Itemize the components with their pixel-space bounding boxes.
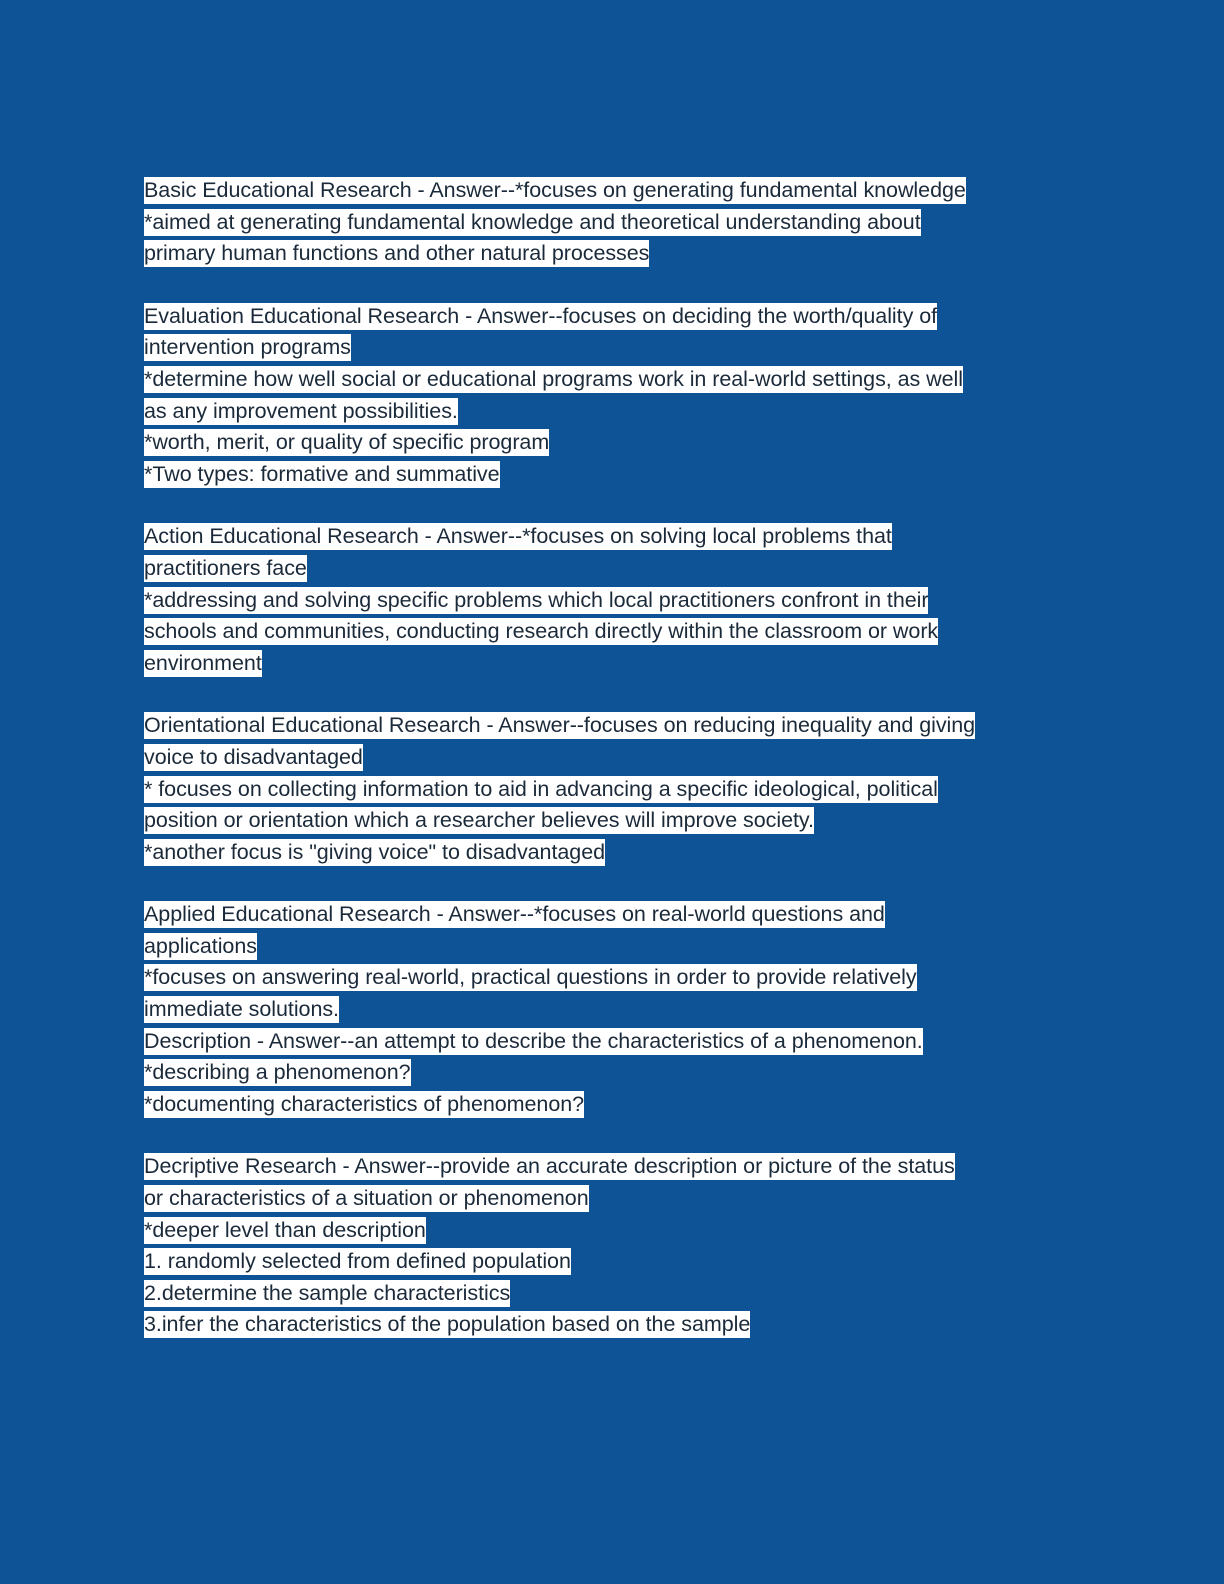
highlighted-text: *documenting characteristics of phenomenon? — [144, 1091, 585, 1116]
highlighted-text: 2.determine the sample characteristics — [144, 1280, 511, 1305]
highlighted-text: Evaluation Educational Research - Answer--focuses on deciding the worth/quality of — [144, 303, 938, 328]
entry-applied-educational-research — [144, 899, 1084, 1120]
entry-line — [144, 553, 1084, 585]
entry-orientational-educational-research — [144, 710, 1084, 868]
highlighted-text: immediate solutions. — [144, 997, 339, 1022]
entry-line — [144, 1246, 1084, 1278]
highlighted-text: Action Educational Research - Answer--*focuses on solving local problems that — [144, 524, 892, 549]
entry-line — [144, 1089, 1084, 1121]
highlighted-text: Description - Answer--an attempt to describe the characteristics of a phenomenon. — [144, 1028, 923, 1053]
highlighted-text: *deeper level than description — [144, 1217, 426, 1242]
entry-line — [144, 962, 1084, 994]
entry-line — [144, 648, 1084, 680]
highlighted-text: 1. randomly selected from defined population — [144, 1249, 571, 1274]
highlighted-text: *worth, merit, or quality of specific program — [144, 430, 550, 455]
highlighted-text: * focuses on collecting information to aid in advancing a specific ideological, political — [144, 776, 938, 801]
highlighted-text: 3.infer the characteristics of the population based on the sample — [144, 1312, 751, 1337]
highlighted-text: intervention programs — [144, 335, 351, 360]
highlighted-text: *another focus is "giving voice" to disadvantaged — [144, 839, 606, 864]
entry-line — [144, 1026, 1084, 1058]
entry-line — [144, 332, 1084, 364]
entry-line — [144, 994, 1084, 1026]
entry-line — [144, 774, 1084, 806]
entry-action-educational-research — [144, 521, 1084, 679]
entry-evaluation-educational-research — [144, 301, 1084, 491]
flashcard-text-body — [144, 175, 1084, 1372]
entry-line — [144, 585, 1084, 617]
highlighted-text: schools and communities, conducting research directly within the classroom or work — [144, 619, 939, 644]
entry-line — [144, 175, 1084, 207]
entry-line — [144, 742, 1084, 774]
entry-line — [144, 805, 1084, 837]
entry-line — [144, 1183, 1084, 1215]
entry-basic-educational-research — [144, 175, 1084, 270]
entry-line — [144, 837, 1084, 869]
entry-line — [144, 710, 1084, 742]
entry-line — [144, 364, 1084, 396]
highlighted-text: *aimed at generating fundamental knowledge and theoretical understanding about — [144, 209, 921, 234]
entry-line — [144, 396, 1084, 428]
highlighted-text: *determine how well social or educational programs work in real-world settings, as well — [144, 366, 963, 391]
entry-line — [144, 207, 1084, 239]
entry-line — [144, 1057, 1084, 1089]
highlighted-text: environment — [144, 650, 262, 675]
entry-line — [144, 301, 1084, 333]
highlighted-text: practitioners face — [144, 555, 307, 580]
entry-descriptive-research — [144, 1151, 1084, 1341]
entry-line — [144, 899, 1084, 931]
highlighted-text: position or orientation which a researcher believes will improve society. — [144, 808, 814, 833]
entry-line — [144, 238, 1084, 270]
highlighted-text: applications — [144, 933, 257, 958]
highlighted-text: Decriptive Research - Answer--provide an accurate description or picture of the status — [144, 1154, 955, 1179]
entry-line — [144, 427, 1084, 459]
highlighted-text: *Two types: formative and summative — [144, 461, 500, 486]
entry-line — [144, 1278, 1084, 1310]
highlighted-text: as any improvement possibilities. — [144, 398, 458, 423]
highlighted-text: primary human functions and other natural processes — [144, 241, 650, 266]
entry-line — [144, 521, 1084, 553]
highlighted-text: Applied Educational Research - Answer--*focuses on real-world questions and — [144, 902, 885, 927]
entry-line — [144, 459, 1084, 491]
highlighted-text: Basic Educational Research - Answer--*focuses on generating fundamental knowledge — [144, 178, 966, 202]
entry-line — [144, 1309, 1084, 1341]
entry-line — [144, 931, 1084, 963]
highlighted-text: *describing a phenomenon? — [144, 1060, 411, 1085]
highlighted-text: Orientational Educational Research - Answer--focuses on reducing inequality and giving — [144, 713, 976, 738]
entry-line — [144, 616, 1084, 648]
highlighted-text: or characteristics of a situation or phenomenon — [144, 1186, 589, 1211]
entry-line — [144, 1151, 1084, 1183]
entry-line — [144, 1215, 1084, 1247]
highlighted-text: voice to disadvantaged — [144, 744, 363, 769]
highlighted-text: *focuses on answering real-world, practical questions in order to provide relatively — [144, 965, 917, 990]
highlighted-text: *addressing and solving specific problems which local practitioners confront in their — [144, 587, 929, 612]
